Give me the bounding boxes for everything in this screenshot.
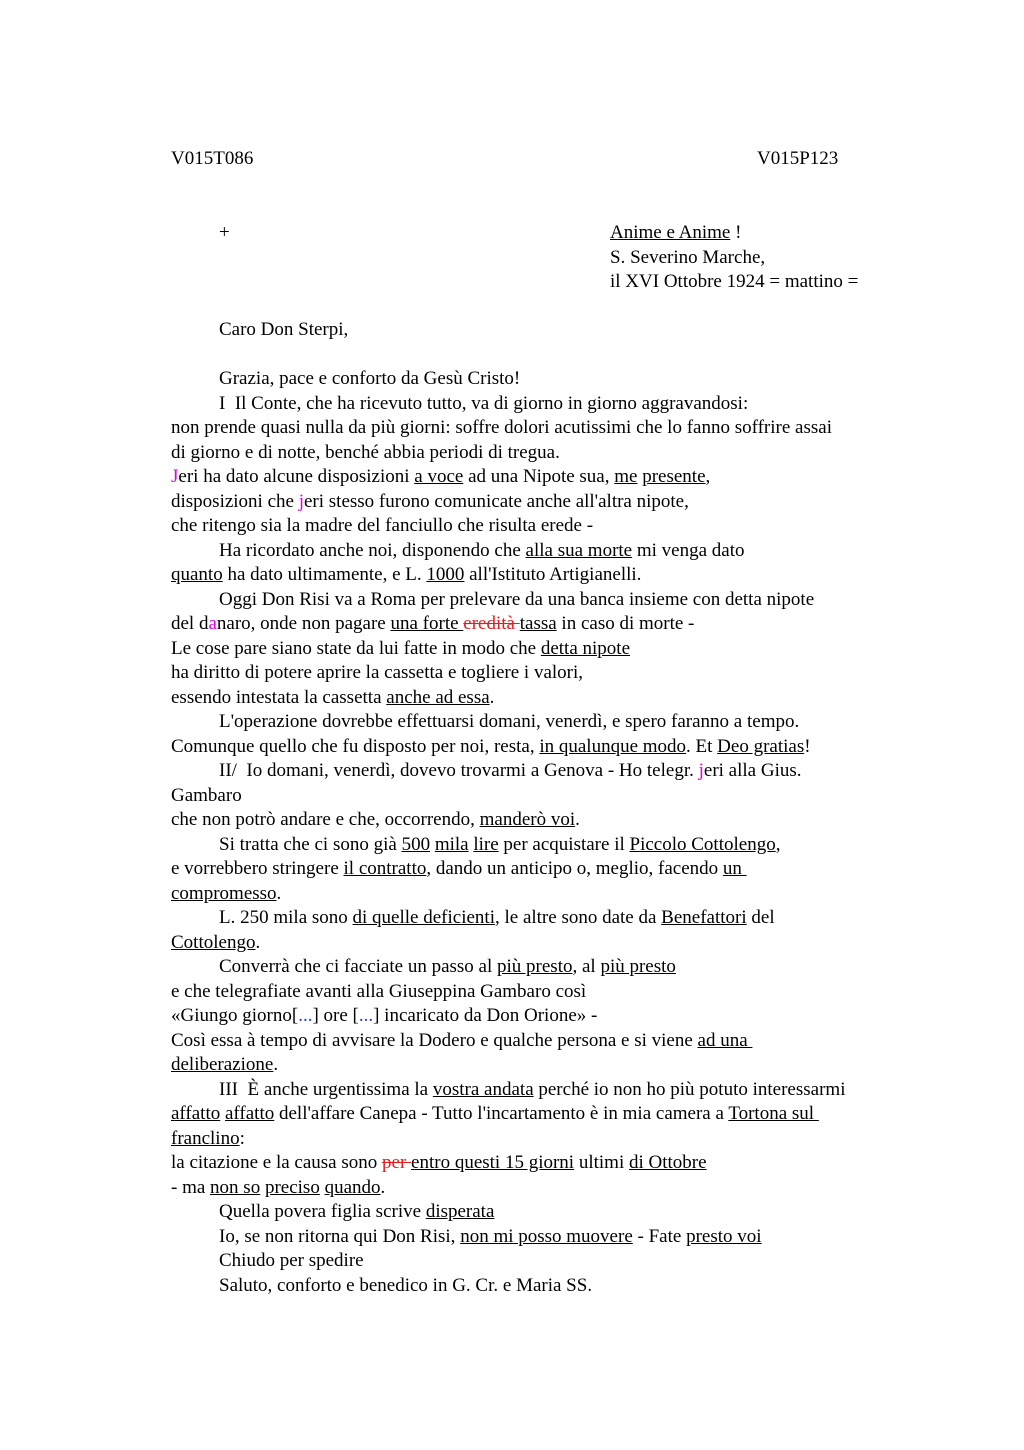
- letter-line: [171, 490, 911, 515]
- letter-line: [171, 784, 911, 809]
- text-run: eri stesso furono comunicate anche all'altra nipote,: [303, 490, 689, 512]
- letter-line: [171, 441, 911, 466]
- letter-line: [171, 588, 911, 613]
- letter-line: [171, 1225, 911, 1250]
- letter-line: [171, 906, 911, 931]
- blank-line: [171, 343, 911, 368]
- underlined-text: il contratto: [343, 858, 427, 879]
- underlined-text: alla sua morte: [525, 539, 633, 561]
- text-run: L. 250 mila sono: [219, 907, 353, 928]
- letter-line: [171, 955, 911, 980]
- motto-line: [610, 221, 858, 246]
- letter-line: [171, 1102, 911, 1127]
- letter-line: [171, 367, 911, 392]
- corrected-letter: j: [698, 760, 704, 781]
- letter-line: [171, 392, 911, 417]
- letter-line: [171, 735, 911, 760]
- text-run: ad una Nipote sua,: [463, 466, 615, 487]
- text-run: che non potrò andare e che, occorrendo,: [171, 809, 480, 830]
- text-run: del: [746, 907, 775, 928]
- letter-line: [171, 882, 911, 907]
- text-run: ] incaricato da Don Orione» -: [373, 1005, 598, 1026]
- underlined-text: vostra andata: [432, 1078, 534, 1100]
- text-run: naro, onde non pagare: [216, 613, 391, 634]
- underlined-text: più presto: [497, 956, 573, 977]
- underlined-text: un: [722, 858, 747, 879]
- ellipsis-mark: ...: [298, 1005, 313, 1026]
- text-run: eri ha dato alcune disposizioni: [178, 466, 415, 487]
- document-code-right: V015P123: [757, 148, 839, 169]
- motto: Anime e Anime: [610, 222, 731, 243]
- text-run: Comunque quello che fu disposto per noi, resta,: [171, 735, 540, 757]
- text-run: ha dato ultimamente, e L.: [222, 564, 427, 585]
- motto-exclamation: !: [730, 222, 742, 243]
- struck-text: per: [382, 1152, 412, 1173]
- letter-line: [171, 416, 911, 441]
- underlined-text: lire: [473, 833, 499, 855]
- underlined-text: Benefattori: [661, 907, 747, 928]
- corrected-letter: a: [208, 613, 217, 634]
- text-run: eri alla Gius.: [703, 760, 802, 781]
- letter-line: [171, 759, 911, 784]
- text-run: , al: [572, 956, 601, 977]
- text-run: Così essa à tempo di avvisare la Dodero e qualche persona e si viene: [171, 1029, 698, 1051]
- underlined-text: deliberazione: [171, 1054, 274, 1075]
- letter-line: [171, 1029, 911, 1054]
- underlined-text: 500: [401, 833, 431, 855]
- corrected-letter: j: [298, 490, 304, 512]
- text-run: - Fate: [632, 1225, 687, 1247]
- letter-line: [171, 612, 911, 637]
- text-run: L'operazione dovrebbe effettuarsi domani, venerdì, e spero faranno a tempo.: [219, 711, 800, 732]
- text-run: !: [804, 735, 811, 757]
- letter-line: [171, 661, 911, 686]
- underlined-text: di Ottobre: [629, 1152, 707, 1173]
- text-run: I Il Conte, che ha ricevuto tutto, va di giorno in giorno aggravandosi:: [219, 392, 749, 414]
- underlined-text: entro questi 15 giorni: [411, 1152, 575, 1173]
- letter-line: [171, 857, 911, 882]
- letter-line: [171, 1078, 911, 1103]
- underlined-text: Piccolo Cottolengo: [629, 833, 776, 855]
- underlined-text: Cottolengo: [171, 931, 256, 953]
- underlined-text: non mi posso muovere: [460, 1225, 633, 1247]
- text-run: .: [276, 882, 282, 904]
- text-run: . Et: [686, 735, 718, 757]
- underlined-text: ad una: [697, 1029, 753, 1051]
- underlined-text: presente: [642, 466, 706, 487]
- text-run: Le cose pare siano state da lui fatte in modo che: [171, 637, 541, 659]
- letter-line: [171, 318, 911, 343]
- text-run: Oggi Don Risi va a Roma per prelevare da una banca insieme con detta nipote: [219, 588, 815, 610]
- struck-text: eredità: [463, 613, 520, 634]
- text-run: per acquistare il: [498, 833, 630, 855]
- underlined-text: più presto: [600, 956, 676, 977]
- text-run: che ritengo sia la madre del fanciullo che risulta erede -: [171, 515, 594, 536]
- text-run: dell'affare Canepa - Tutto l'incartamento è in mia camera a: [274, 1103, 729, 1124]
- text-run: all'Istituto Artigianelli.: [464, 564, 642, 585]
- text-run: del d: [171, 613, 209, 634]
- underlined-text: preciso: [264, 1176, 320, 1198]
- letter-line: [171, 539, 911, 564]
- underlined-text: 1000: [426, 564, 465, 585]
- underlined-text: una forte: [390, 613, 464, 634]
- document-code-left: V015T086: [171, 148, 254, 169]
- letter-line: [171, 686, 911, 711]
- underlined-text: franclino: [171, 1127, 240, 1149]
- text-run: non prende quasi nulla da più giorni: soffre dolori acutissimi che lo fanno soffrire assai: [171, 417, 832, 438]
- text-run: la citazione e la causa sono: [171, 1152, 383, 1173]
- text-run: ] ore [: [312, 1005, 359, 1026]
- text-run: ,: [705, 466, 711, 487]
- underlined-text: mila: [434, 833, 469, 855]
- underlined-text: detta nipote: [540, 637, 631, 659]
- letter-line: [171, 1127, 911, 1152]
- corrected-letter: J: [171, 466, 179, 487]
- letter-line: [171, 514, 911, 539]
- underlined-text: affatto: [225, 1103, 275, 1124]
- underlined-text: quando: [324, 1176, 381, 1198]
- letter-heading: [610, 221, 858, 295]
- text-run: essendo intestata la cassetta: [171, 686, 387, 708]
- letter-line: [171, 563, 911, 588]
- letter-line: [171, 931, 911, 956]
- underlined-text: tassa: [519, 613, 557, 634]
- letter-line: [171, 1249, 911, 1274]
- text-run: Gambaro: [171, 784, 242, 806]
- underlined-text: affatto: [171, 1103, 221, 1124]
- letter-line: [171, 710, 911, 735]
- text-run: II/ Io domani, venerdì, dovevo trovarmi a Genova - Ho telegr.: [219, 760, 699, 781]
- text-run: perché io non ho più potuto interessarmi: [533, 1078, 846, 1100]
- underlined-text: disperata: [425, 1201, 495, 1222]
- text-run: , le altre sono date da: [494, 907, 662, 928]
- letter-line: [171, 980, 911, 1005]
- underlined-text: Deo gratias: [717, 735, 805, 757]
- text-run: mi venga dato: [632, 539, 745, 561]
- letter-line: [171, 1274, 911, 1299]
- underlined-text: quanto: [171, 564, 223, 585]
- text-run: .: [255, 931, 261, 953]
- underlined-text: a voce: [414, 466, 464, 487]
- text-run: , dando un anticipo o, meglio, facendo: [426, 858, 723, 879]
- text-run: :: [239, 1127, 245, 1149]
- text-run: in caso di morte -: [556, 613, 695, 634]
- text-run: Si tratta che ci sono già: [219, 833, 402, 855]
- text-run: Ha ricordato anche noi, disponendo che: [219, 539, 526, 561]
- text-run: e che telegrafiate avanti alla Giuseppina Gambaro così: [171, 980, 587, 1002]
- place-line: S. Severino Marche,: [610, 246, 766, 268]
- letter-line: [171, 1053, 911, 1078]
- underlined-text: manderò voi: [479, 809, 576, 830]
- text-run: e vorrebbero stringere: [171, 858, 344, 879]
- letter-line: [171, 1200, 911, 1225]
- underlined-text: in qualunque modo: [539, 735, 687, 757]
- letter-body: [171, 318, 911, 1298]
- ellipsis-mark: ...: [358, 1005, 374, 1026]
- text-run: Quella povera figlia scrive: [219, 1201, 426, 1222]
- text-run: Chiudo per spedire: [219, 1250, 364, 1271]
- letter-line: [171, 833, 911, 858]
- underlined-text: compromesso: [171, 882, 277, 904]
- letter-line: [171, 808, 911, 833]
- text-run: Io, se non ritorna qui Don Risi,: [219, 1225, 461, 1247]
- underlined-text: presto voi: [686, 1225, 762, 1247]
- text-run: disposizioni che: [171, 490, 299, 512]
- text-run: Caro Don Sterpi,: [219, 319, 349, 340]
- text-run: .: [489, 686, 495, 708]
- text-run: .: [273, 1054, 279, 1075]
- text-run: .: [575, 809, 580, 830]
- underlined-text: anche ad essa: [386, 686, 490, 708]
- underlined-text: Tortona sul: [728, 1103, 819, 1124]
- letter-line: [171, 465, 911, 490]
- text-run: Saluto, conforto e benedico in G. Cr. e Maria SS.: [219, 1274, 593, 1296]
- cross-mark: +: [219, 222, 230, 243]
- letter-line: [171, 637, 911, 662]
- text-run: «Giungo giorno[: [171, 1005, 299, 1026]
- text-run: ha diritto di potere aprire la cassetta e togliere i valori,: [171, 662, 584, 683]
- text-run: Converrà che ci facciate un passo al: [219, 956, 498, 977]
- letter-line: [171, 1151, 911, 1176]
- letter-line: [171, 1176, 911, 1201]
- letter-line: [171, 1004, 911, 1029]
- text-run: Grazia, pace e conforto da Gesù Cristo!: [219, 368, 521, 389]
- underlined-text: me: [614, 466, 638, 487]
- text-run: .: [380, 1176, 386, 1198]
- date-line: il XVI Ottobre 1924 = mattino =: [610, 271, 859, 292]
- text-run: ,: [775, 833, 781, 855]
- text-run: di giorno e di notte, benché abbia periodi di tregua.: [171, 441, 560, 463]
- text-run: ultimi: [574, 1152, 629, 1173]
- underlined-text: non so: [210, 1176, 261, 1198]
- text-run: III È anche urgentissima la: [219, 1078, 433, 1100]
- text-run: - ma: [171, 1176, 211, 1198]
- underlined-text: di quelle deficienti: [352, 907, 495, 928]
